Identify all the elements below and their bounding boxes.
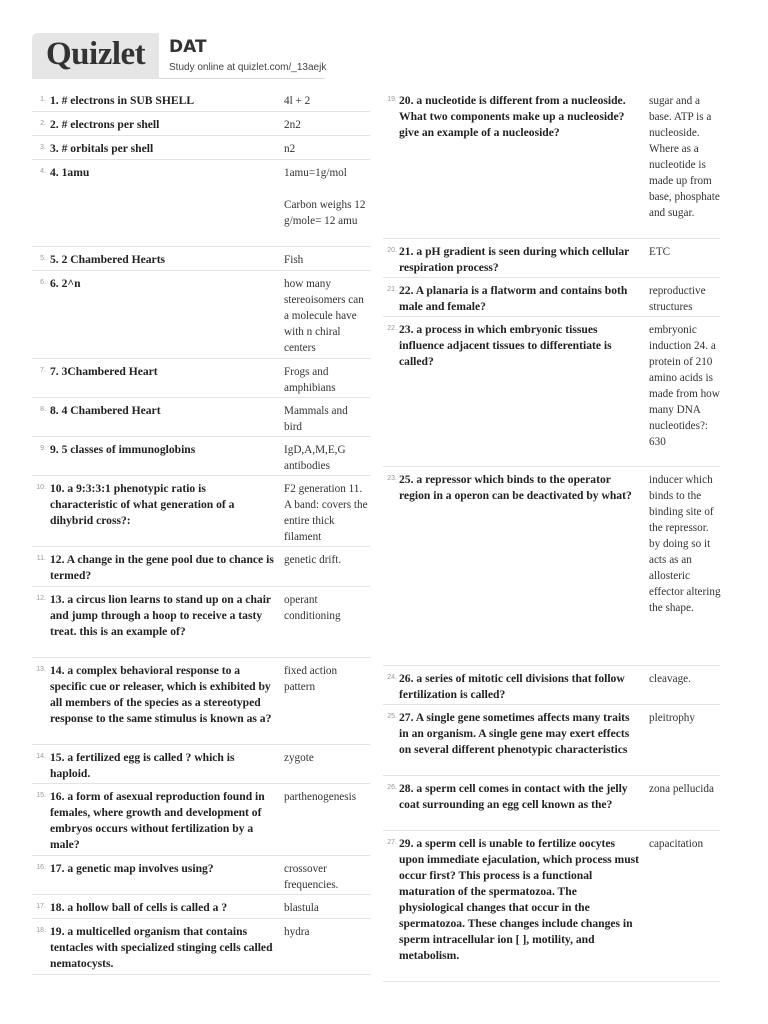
card-definition: blastula <box>284 902 319 914</box>
card-term: 8. 4 Chambered Heart <box>50 404 161 417</box>
card-row <box>32 895 370 919</box>
card-definition: ETC <box>649 246 671 258</box>
card-number: 6. <box>40 279 46 286</box>
card-term: 15. a fertilized egg is called ? which is haploid. <box>50 751 235 780</box>
card-row <box>32 784 370 856</box>
card-definition: crossover frequencies. <box>284 863 339 891</box>
card-definition: Frogs and amphibians <box>284 366 336 394</box>
card-term: 25. a repressor which binds to the operator region in a operon can be deactivated by what? <box>399 473 632 502</box>
card-term: 23. a process in which embryonic tissues influence adjacent tissues to differentiate is called? <box>399 323 612 368</box>
card-number: 25. <box>387 713 397 720</box>
card-definition: embryonic induction 24. a protein of 210 amino acids is made from how many DNA nucleotides?: 630 <box>649 324 720 448</box>
card-row <box>32 271 370 359</box>
card-definition: reproductive structures <box>649 285 706 313</box>
card-number: 15. <box>36 792 46 799</box>
card-term: 28. a sperm cell comes in contact with the jelly coat surrounding an egg cell known as the? <box>399 782 628 811</box>
card-number: 11. <box>36 555 46 562</box>
card-row <box>383 88 720 239</box>
card-number: 14. <box>36 753 46 760</box>
card-definition: F2 generation 11. A band: covers the entire thick filament <box>284 483 368 543</box>
card-term: 17. a genetic map involves using? <box>50 862 214 875</box>
card-number: 2. <box>40 120 46 127</box>
definition-line: 1amu=1g/mol <box>284 167 347 179</box>
card-row <box>383 467 720 666</box>
card-number: 20. <box>387 247 397 254</box>
logo-text: Quizlet <box>46 36 146 72</box>
card-term: 7. 3Chambered Heart <box>50 365 158 378</box>
card-number: 24. <box>387 674 397 681</box>
card-number: 21. <box>387 286 397 293</box>
card-definition: 2n2 <box>284 119 301 131</box>
card-number: 13. <box>36 666 46 673</box>
card-definition: IgD,A,M,E,G antibodies <box>284 444 346 472</box>
card-row <box>32 547 370 587</box>
card-definition: sugar and a base. ATP is a nucleoside. Where as a nucleotide is made up from base, phosphate and sugar. <box>649 95 720 219</box>
card-row <box>32 437 370 476</box>
card-definition: Mammals and bird <box>284 405 348 433</box>
card-row <box>383 705 720 776</box>
card-row <box>32 88 370 112</box>
card-row <box>32 658 370 745</box>
card-definition: hydra <box>284 926 310 938</box>
card-number: 4. <box>40 168 46 175</box>
card-row <box>32 856 370 895</box>
card-row <box>32 136 370 160</box>
card-definition: cleavage. <box>649 673 691 685</box>
card-term: 9. 5 classes of immunoglobins <box>50 443 196 456</box>
card-term: 10. a 9:3:3:1 phenotypic ratio is characteristic of what generation of a dihybrid cross?: <box>50 482 235 527</box>
card-term: 6. 2^n <box>50 277 81 290</box>
document-header <box>32 33 736 79</box>
card-number: 9. <box>40 445 46 452</box>
card-row <box>32 398 370 437</box>
card-number: 27. <box>387 839 397 846</box>
card-term: 21. a pH gradient is seen during which cellular respiration process? <box>399 245 630 274</box>
card-term: 14. a complex behavioral response to a specific cue or releaser, which is exhibited by all members of the species as a stereotyped response to the same stimulus is known as a? <box>50 664 272 725</box>
card-definition: genetic drift. <box>284 554 342 566</box>
card-row <box>383 666 720 705</box>
card-number: 17. <box>36 903 46 910</box>
card-definition: zygote <box>284 752 314 764</box>
card-number: 18. <box>36 927 46 934</box>
card-definition: fixed action pattern <box>284 665 338 693</box>
card-row <box>32 160 370 247</box>
card-term: 12. A change in the gene pool due to chance is termed? <box>50 553 274 582</box>
card-term: 26. a series of mitotic cell divisions that follow fertilization is called? <box>399 672 625 701</box>
card-row <box>32 587 370 658</box>
quizlet-logo <box>32 33 159 79</box>
card-term: 5. 2 Chambered Hearts <box>50 253 166 266</box>
card-row <box>32 745 370 784</box>
header-divider <box>159 78 325 79</box>
card-definition: inducer which binds to the binding site of the repressor. by doing so it acts as an allosteric effector altering the shape. <box>649 474 721 614</box>
card-definition: n2 <box>284 143 296 155</box>
definition-line: Carbon weighs 12 g/mole= 12 amu <box>284 199 366 227</box>
set-title: DAT <box>169 37 207 57</box>
card-definition: 4l + 2 <box>284 95 311 107</box>
card-row <box>32 476 370 547</box>
card-term: 1. # electrons in SUB SHELL <box>50 94 195 107</box>
card-row <box>383 317 720 467</box>
card-term: 4. 1amu <box>50 166 90 179</box>
card-term: 19. a multicelled organism that contains tentacles with specialized stinging cells called nematocysts. <box>50 925 273 970</box>
card-row <box>32 359 370 398</box>
card-row <box>383 776 720 831</box>
card-number: 16. <box>36 864 46 871</box>
card-definition: pleitrophy <box>649 712 695 724</box>
card-term: 22. A planaria is a flatworm and contains both male and female? <box>399 284 628 313</box>
study-online-link[interactable]: Study online at quizlet.com/_13aejk <box>169 62 327 73</box>
card-term: 3. # orbitals per shell <box>50 142 154 155</box>
right-column <box>383 88 720 982</box>
card-number: 19. <box>387 96 397 103</box>
card-term: 27. A single gene sometimes affects many traits in an organism. A single gene may exert effects on several different phenotypic characteristics <box>399 711 630 756</box>
card-number: 23. <box>387 475 397 482</box>
card-definition: capacitation <box>649 838 704 850</box>
card-number: 12. <box>36 595 46 602</box>
card-definition: how many stereoisomers can a molecule have with n chiral centers <box>284 278 364 354</box>
card-number: 1. <box>40 96 46 103</box>
card-row <box>32 919 370 975</box>
left-column <box>32 88 370 975</box>
card-definition: parthenogenesis <box>284 791 357 803</box>
card-term: 2. # electrons per shell <box>50 118 160 131</box>
card-definition: operant conditioning <box>284 594 341 622</box>
card-definition: zona pellucida <box>649 783 714 795</box>
card-row <box>383 239 720 278</box>
card-number: 22. <box>387 325 397 332</box>
card-number: 5. <box>40 255 46 262</box>
card-number: 3. <box>40 144 46 151</box>
card-row <box>32 112 370 136</box>
card-row <box>383 831 720 982</box>
card-term: 18. a hollow ball of cells is called a ? <box>50 901 228 914</box>
card-definition <box>284 165 368 229</box>
card-number: 10. <box>36 484 46 491</box>
card-row <box>32 247 370 271</box>
card-row <box>383 278 720 317</box>
card-number: 7. <box>40 367 46 374</box>
card-term: 29. a sperm cell is unable to fertilize oocytes upon immediate ejaculation, which process must occur first? This process is a functional maturation of the spermatozoa. The physiological changes that occur in the spermatozoa. These changes include changes in sperm intracellular ion [ ], motility, and metabolism. <box>399 837 640 962</box>
card-definition: Fish <box>284 254 304 266</box>
card-term: 16. a form of asexual reproduction found in females, where growth and development of embryos occurs without fertilization by a male? <box>50 790 265 851</box>
card-term: 13. a circus lion learns to stand up on a chair and jump through a hoop to receive a tasty treat. this is an example of? <box>50 593 271 638</box>
card-term: 20. a nucleotide is different from a nucleoside. What two components make up a nucleoside? give an example of a nucleoside? <box>399 94 626 139</box>
card-number: 26. <box>387 784 397 791</box>
card-number: 8. <box>40 406 46 413</box>
